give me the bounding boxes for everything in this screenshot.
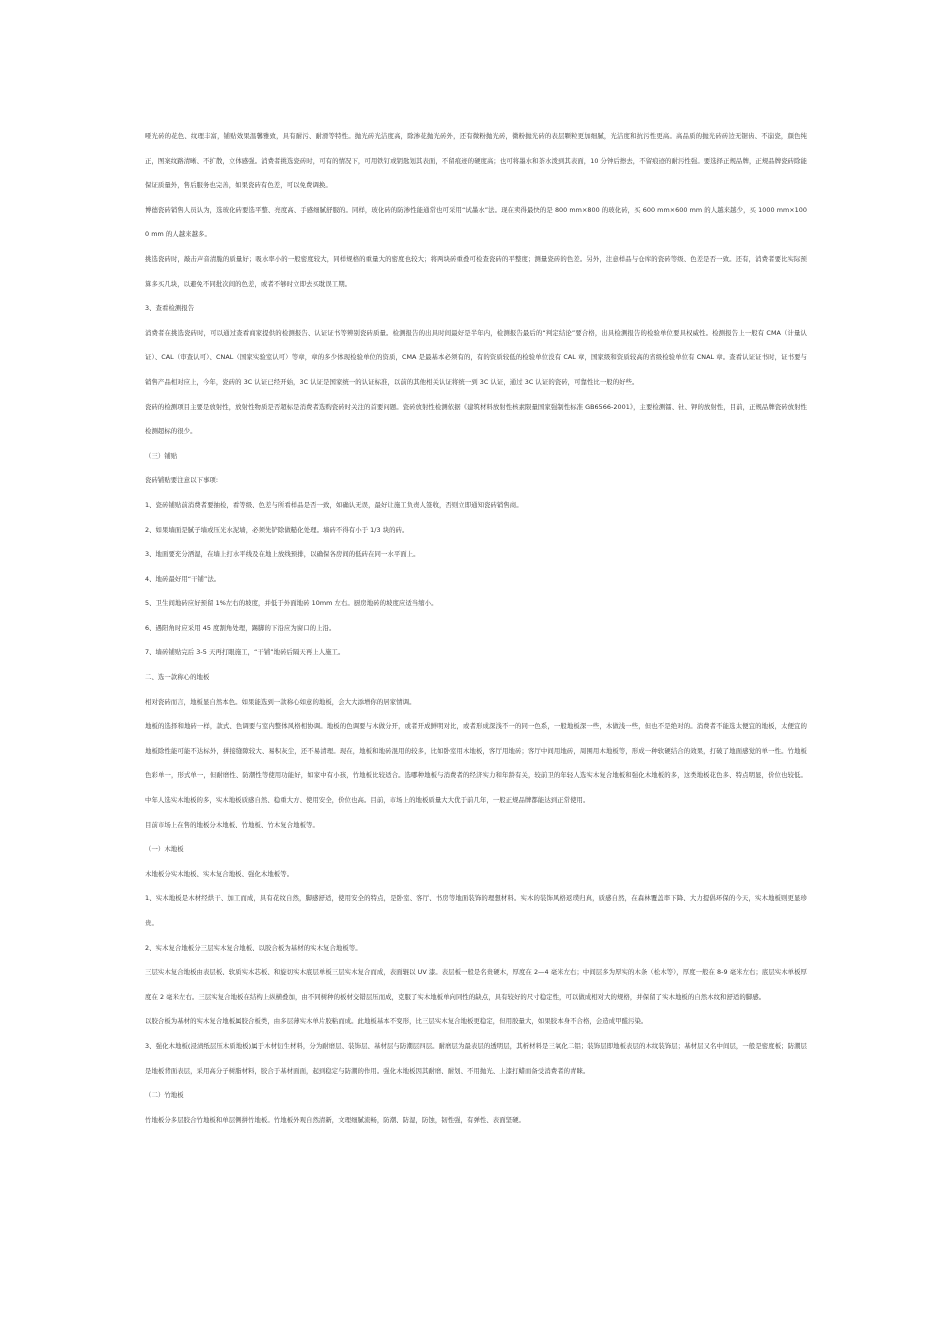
paragraph: 瓷砖铺贴要注意以下事项:: [145, 476, 219, 485]
paragraph: 竹地板分多层胶合竹地板和单层侧拼竹地板。竹地板外观自然清新，文理细腻流畅，防潮、防湿，防蚀，韧性强，有弹性、表面坚硬。: [145, 1115, 525, 1124]
paragraph: 三层实木复合地板由表层板、软质实木芯板、和旋切实木底层单板三层实木复合而成，表面辊以 UV 漆。表层板一般是名贵硬木，厚度在 2—4 毫米左右；中间层多为厚实的木条（松木等），厚度一般在 8-9 毫米左右；底层实木单板厚度在 2 毫米左右。三层实复合地板在结构上纵横叠加，由不同树种的板材交错层压而成，克服了实木地板单向同性的缺点，具有较好的尺寸稳定性，可以做成相对大的规格，并保留了实木地板的自然木纹和舒适的脚感。: [145, 968, 807, 1001]
paragraph: 相对瓷砖而言，地板显自然本色。如果能选到一款称心如意的地板，会大大添增你的居家情调。: [145, 697, 416, 706]
paragraph: 2、实木复合地板分三层实木复合地板、以胶合板为基材的实木复合地板等。: [145, 943, 362, 952]
paragraph: 瓷砖的检测项目主要是放射性，放射性物质是否超标是消费者选购瓷砖时关注的首要问题。瓷砖放射性检测依据《建筑材料放射性核素限量国家强制性标准 GB6566-2001》，主要检测镭、钍、钾的放射性，目前，正规品牌瓷砖放射性检测超标的很少。: [145, 402, 807, 436]
paragraph: 消费者在挑选瓷砖时，可以通过查看商家提供的检测报告、认证证书等辨别瓷砖质量。检测报告的出具时间最好是半年内，检测报告最后的“判定结论”要合格，出具检测报告的检验单位要具权威性。检测报告上一般有 CMA（计量认证）、CAL（审查认可）、CNAL（国家实验室认可）等章，章的多少体现检验单位的资质，CMA 是最基本必须有的，有的资质较低的检验单位没有 CAL 章，国家级和资质较高的省级检验单位有 CNAL 章。查看认证证书时，证书要与销售产品相对应上，今年，瓷砖的 3C 认证已经开始，3C 认证是国家统一的认证标准，以前的其他相关认证将统一到 3C 认证，通过 3C 认证的瓷砖，可靠性比一般的好些。: [145, 328, 807, 386]
paragraph: 木地板分实木地板、实木复合地板、强化木地板等。: [145, 869, 294, 878]
paragraph: 挑选瓷砖时，敲击声音清脆的质量好；吸水率小的一般密度较大，同样规格的重量大的密度也较大；将两块砖重叠可检查瓷砖的平整度；测量瓷砖的色差。另外，注意样品与仓库的瓷砖等级、色差是否一致。还有，消费者要比实际预算多买几块，以避免不同批次间的色差，或者不够时立即去买耽误工期。: [145, 254, 807, 288]
list-item: 4、地砖最好用“干铺”法。: [145, 574, 221, 583]
list-item: 1、瓷砖铺贴前消费者要抽检，看等级、色差与所看样品是否一致，如确认无误，最好让施工负责人签收，否则立即通知瓷砖销售商。: [145, 500, 523, 509]
section-heading: （二）竹地板: [145, 1091, 184, 1100]
section-heading: （三）铺贴: [145, 451, 178, 460]
paragraph: 博德瓷砖销售人员认为，选玻化砖要选平整、亮度高、手感细腻舒服的。同样，玻化砖的防渗性能通常也可采用“试墨水”法。现在卖得最快的是 800 mm×800 的玻化砖，买 600 mm×600 mm 的人越来越少，买 1000 mm×1000 mm 的人越来越多。: [145, 205, 807, 239]
list-item: 7、墙砖铺贴完后 3-5 天再打眼施工，“干铺”地砖后隔天再上人施工。: [145, 648, 345, 657]
section-heading: （一）木地板: [145, 845, 184, 854]
paragraph: 哑光砖的花色、纹理丰富，铺贴效果温馨雅致，具有耐污、耐滑等特性。抛光砖光洁度高，除渗花抛光砖外，还有微粉抛光砖，微粉抛光砖的表层颗粒更加细腻，光洁度和抗污性更高。高品质的抛光砖砖边无锯齿、不崩瓷，颜色纯正，图案纹路清晰、不扩散，立体感强。消费者挑选瓷砖时，可有的情况下，可用铁钉或钥匙划其表面，不留痕迹的硬度高；也可将墨水和茶水泼到其表面，10 分钟后擦去，不留痕迹的耐污性强。要选择正规品牌，正规品牌瓷砖除能保证质量外，售后服务也完善，如果瓷砖有色差，可以免费调换。: [145, 132, 807, 190]
paragraph: 以胶合板为基材的实木复合地板属胶合板类，由多层薄实木单片胶粘而成。此地板基本不变形，比三层实木复合地板更稳定，但用胶量大，如果胶本身不合格，会造成甲醛污染。: [145, 1017, 648, 1026]
paragraph: 3、强化木地板(浸渍纸层压木质地板)属于木材衍生材料，分为耐磨层、装饰层、基材层与防潮层四层。耐磨层为最表层的透明层，其析材料是三氧化二铝；装饰层即地板表层的木纹装饰层；基材层又名中间层，一般是密度板；防潮层是地板背面表层，采用高分子树脂材料，胶合于基材面面，起到稳定与防潮的作用。强化木地板因其耐磨、耐划、不用抛光、上漆打蜡而备受消费者的青睐。: [145, 1041, 807, 1075]
list-item: 2、如果墙面是腻子墙或压光水泥墙，必须先铲除做糙化处理。墙砖不得有小于 1/3 块的砖。: [145, 525, 409, 534]
paragraph: 1、实木地板是木材经烘干、加工而成，具有花纹自然，脚感舒适，使用安全的特点，是卧室、客厅、书房等地面装饰的理想材料。实木的装饰风格返璞归真，质感自然，在森林覆盖率下降、大力提倡环保的今天，实木地板则更显珍贵。: [145, 894, 807, 927]
list-item: 5、卫生间地砖应好预留 1%左右的坡度，并低于外面地砖 10mm 左右。厨房地砖的坡度应适当缩小。: [145, 599, 438, 608]
document-body: [145, 124, 807, 1132]
section-heading: 二、选一款称心的地板: [145, 673, 210, 682]
list-item: 3、地面要充分洒湿，在墙上打水平线及在地上放线预排，以确保各房间的低砖在同一水平面上。: [145, 550, 420, 559]
paragraph: 目前市场上在售的地板分木地板、竹地板、竹木复合地板等。: [145, 820, 319, 829]
list-item: 6、遇阳角时应采用 45 度割角处理，踢脚的下沿应为窗口的上沿。: [145, 623, 336, 632]
paragraph: 地板的选择和地砖一样，款式、色调要与室内整体风格相协调。地板的色调要与木做分开，或者开成鲜明对比，或者形成深浅不一的同一色系，一般地板深一些，木做浅一些，但也不是绝对的。消费者不能选太便宜的地板，太便宜的地板除性能可能不达标外，拼接缝隙较大、易积灰尘，还不易清理。现在，地板和地砖混用的较多，比如卧室用木地板，客厅用地砖；客厅中间用地砖，周围用木地板等，形成一种软硬结合的效果，打破了地面感觉的单一性。竹地板色彩单一，形式单一，但耐磨性、防潮性等使用功能好，如家中有小孩，竹地板比较适合。选哪种地板与消费者的经济实力和年龄有关，较前卫的年轻人选实木复合地板和强化木地板的多，这类地板花色多、特点明显，价位也较低。中年人选实木地板的多，实木地板质感自然、稳重大方、使用安全，价位也高。目前，市场上的地板质量大大优于前几年，一般正规品牌都能达到正常使用。: [145, 722, 807, 805]
section-heading: 3、查看检测报告: [145, 304, 195, 313]
